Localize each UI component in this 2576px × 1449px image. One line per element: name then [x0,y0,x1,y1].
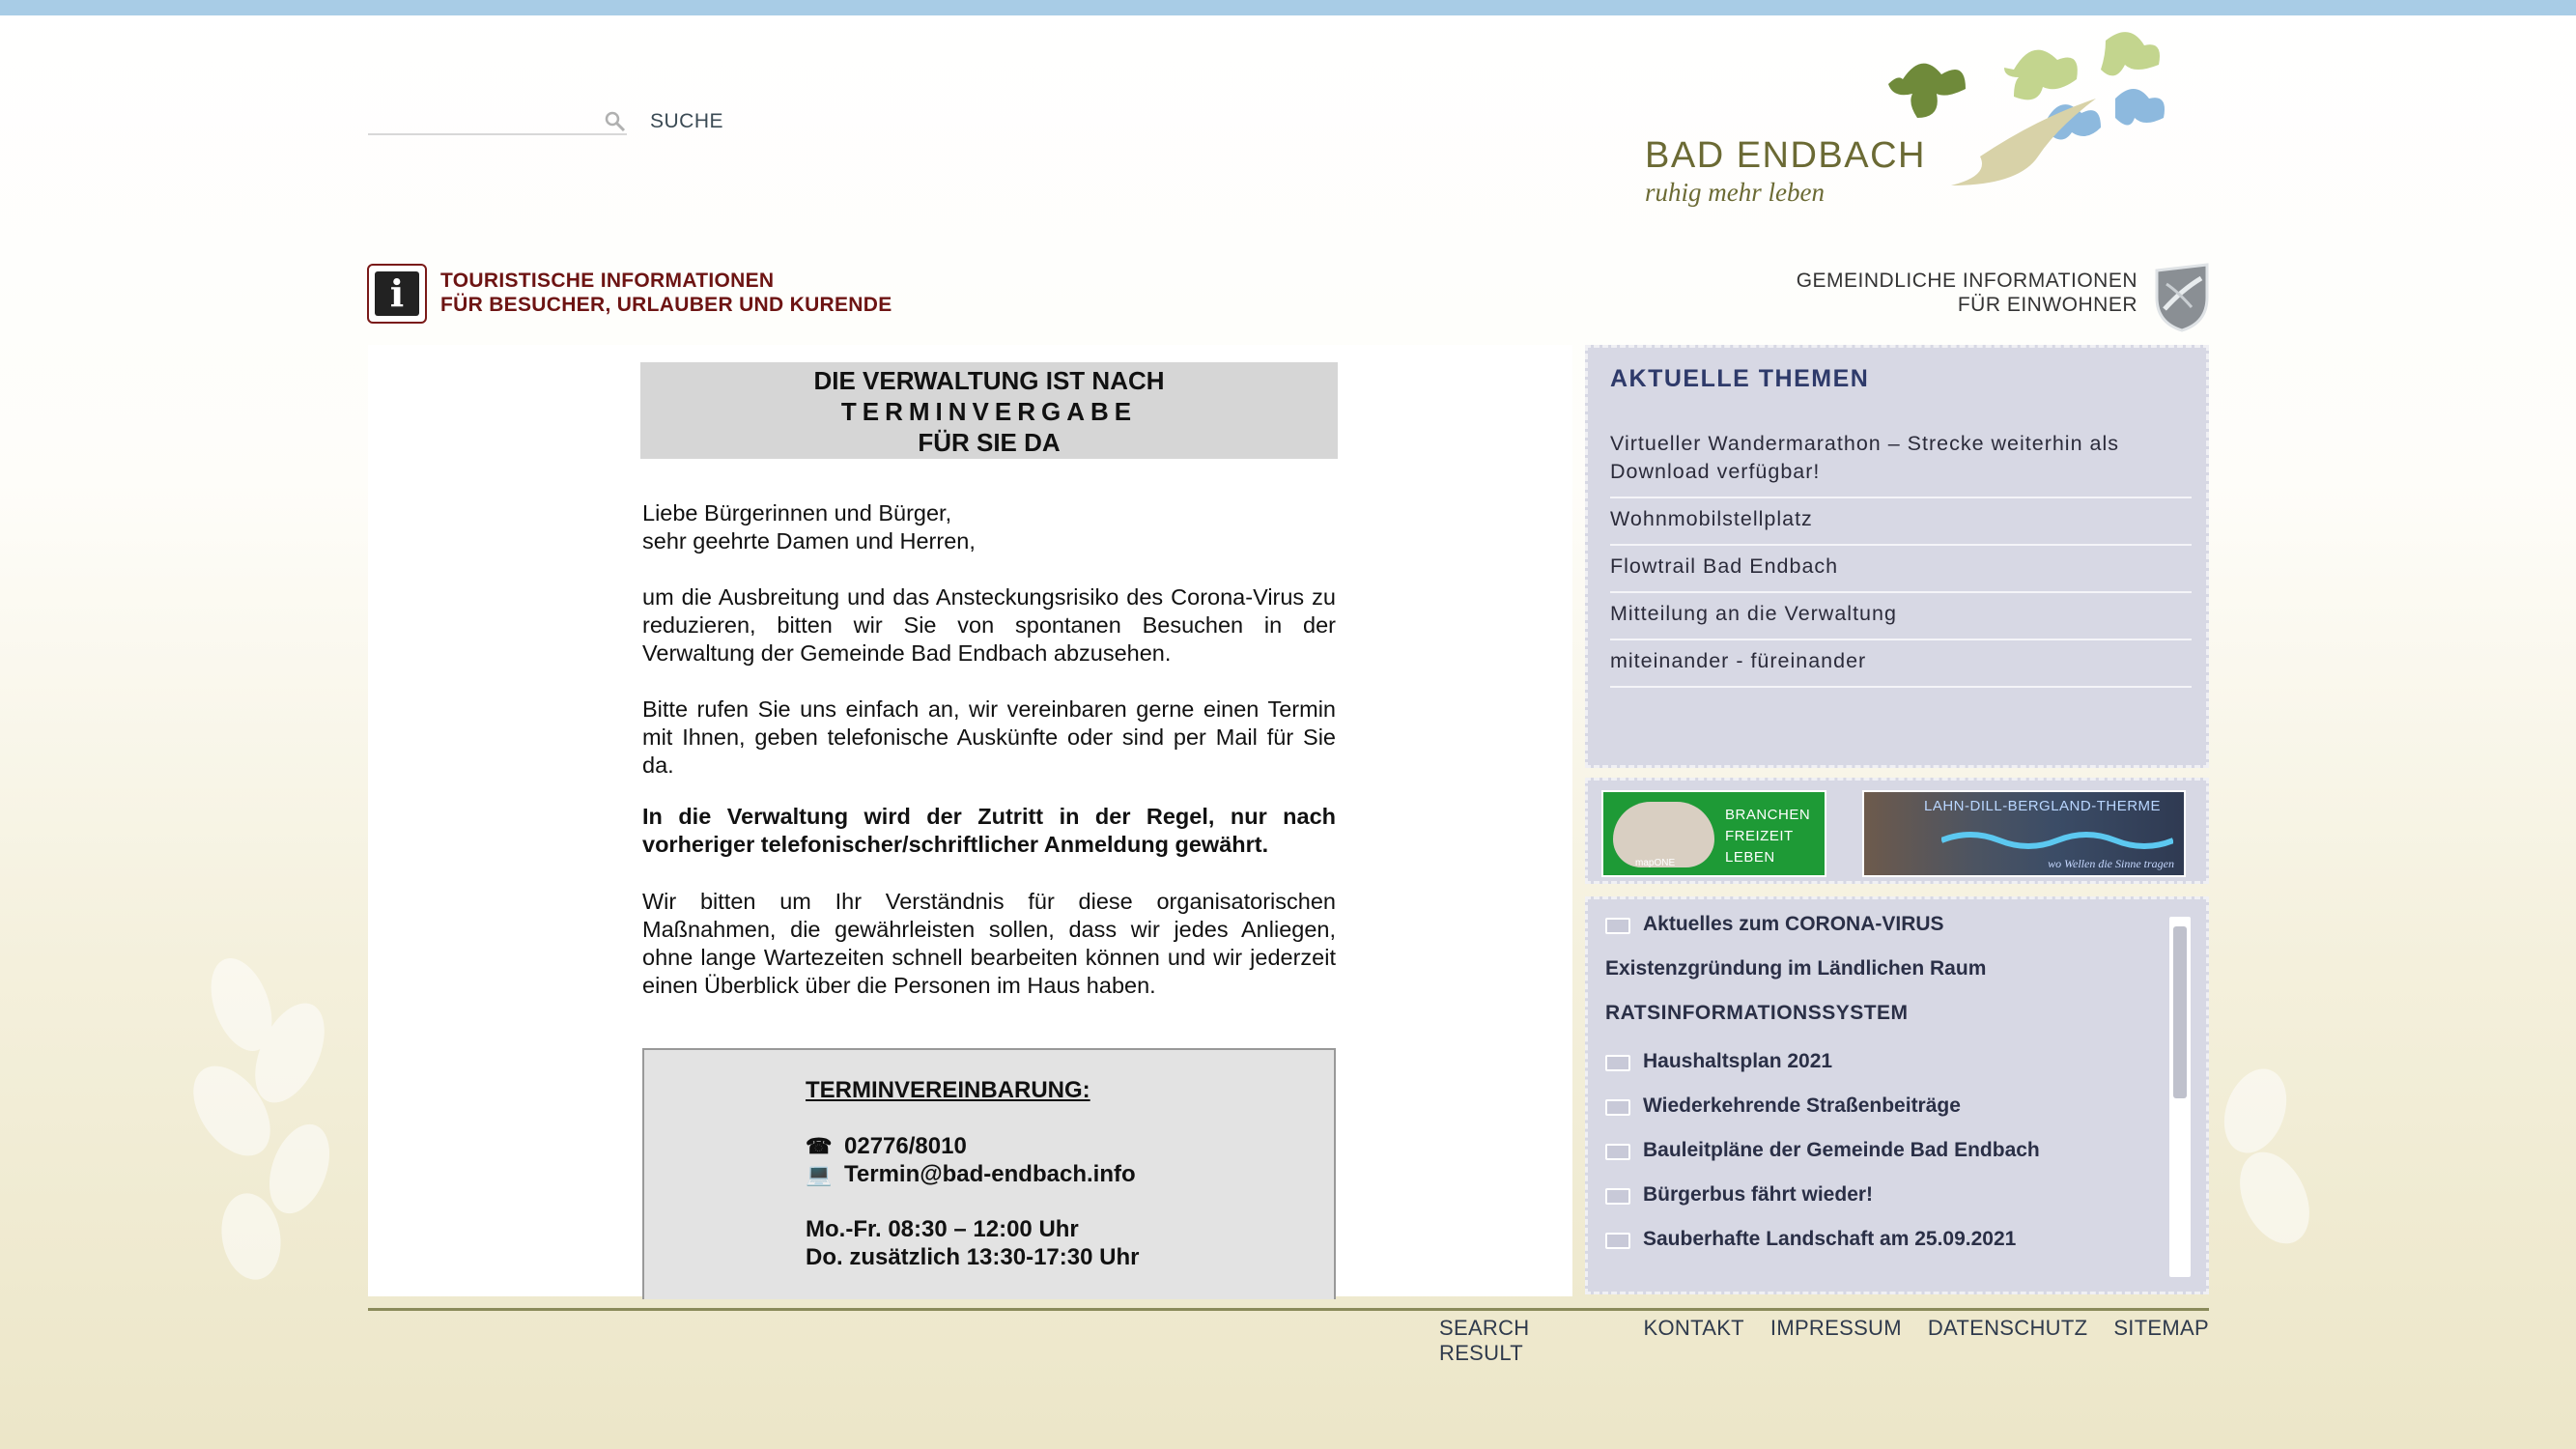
topic-link[interactable]: Wohnmobilstellplatz [1610,498,2192,546]
news-item[interactable] [1605,955,2166,1000]
search-underline [368,133,627,135]
notice-header-line3: FÜR SIE DA [918,428,1061,457]
news-item-label: Haushaltsplan 2021 [1643,1050,1833,1072]
news-item[interactable] [1605,1226,2166,1270]
document-icon [1605,1144,1630,1160]
footer-nav [1439,1316,2209,1366]
news-item-label: Existenzgründung im Ländlichen Raum [1605,957,1987,980]
current-topics-title: AKTUELLE THEMEN [1610,365,1870,392]
news-item[interactable] [1605,911,2166,955]
notice-greeting-1: Liebe Bürgerinnen und Bürger, [642,500,952,526]
community-info-line1: GEMEINDLICHE INFORMATIONEN [1796,270,2137,292]
notice-paragraph-2: Bitte rufen Sie uns einfach an, wir vereinbaren gerne einen Termin mit Ihnen, geben telefonische Auskünfte oder sind per Mail für Sie da. [642,696,1336,778]
news-item-label: Sauberhafte Landschaft am 25.09.2021 [1643,1228,2017,1250]
news-item[interactable] [1605,1137,2166,1181]
notice-paragraph-3: In die Verwaltung wird der Zutritt in der Regel, nur nach vorheriger telefonischer/schriftlicher Anmeldung gewährt. [642,804,1336,857]
email-address: Termin@bad-endbach.info [844,1161,1136,1187]
link-icon [1605,918,1630,934]
notice-greeting-2: sehr geehrte Damen und Herren, [642,528,976,554]
footer-link-datenschutz[interactable]: DATENSCHUTZ [1927,1316,2088,1340]
therme-banner-slogan: wo Wellen die Sinne tragen [2048,857,2174,870]
phone-number: 02776/8010 [844,1133,967,1159]
therme-banner-title: LAHN-DILL-BERGLAND-THERME [1924,798,2162,814]
current-topics-list [1610,430,2192,688]
decorative-leaves-left [174,947,367,1314]
appointment-phone [806,1133,967,1160]
banner-line-2: FREIZEIT [1725,828,1794,844]
banner-line-3: LEBEN [1725,849,1775,866]
news-box [1585,896,2209,1294]
computer-icon: 💻 [806,1162,833,1186]
news-item-label: RATSINFORMATIONSSYSTEM [1605,1002,1909,1024]
notice-document [640,362,1338,1299]
notice-header [640,362,1338,459]
tourist-info-line1: TOURISTISCHE INFORMATIONEN [440,270,775,292]
topic-link[interactable]: Flowtrail Bad Endbach [1610,546,2192,593]
news-item-label: Wiederkehrende Straßenbeiträge [1643,1094,1961,1117]
link-icon [1605,1055,1630,1071]
banner-brand: mapONE [1635,858,1676,868]
news-scrollbar-thumb[interactable] [2173,926,2187,1098]
news-item[interactable] [1605,1000,2166,1048]
news-item-label: Bauleitpläne der Gemeinde Bad Endbach [1643,1139,2040,1161]
search-button[interactable]: SUCHE [650,110,724,132]
top-accent-bar [0,0,2576,15]
tourist-info-line2: FÜR BESUCHER, URLAUBER UND KURENDE [440,294,892,316]
footer-link-search-result[interactable]: SEARCH RESULT [1439,1316,1530,1365]
community-info-line2: FÜR EINWOHNER [1957,294,2137,316]
topic-link[interactable]: Mitteilung an die Verwaltung [1610,593,2192,640]
branchen-banner[interactable] [1601,790,1826,877]
notice-header-line2: TERMINVERGABE [840,397,1138,426]
footer-link-impressum[interactable]: IMPRESSUM [1769,1316,1902,1340]
footer-divider [368,1308,2209,1311]
current-topics-box [1585,345,2209,768]
appointment-email [806,1161,1136,1188]
tourist-info-link[interactable] [440,269,892,317]
news-item[interactable] [1605,1048,2166,1093]
news-item[interactable] [1605,1181,2166,1226]
notice-paragraph-4: Wir bitten um Ihr Verständnis für diese organisatorischen Maßnahmen, die gewährleisten sollen, dass wir jedes Anliegen, ohne lange Wartezeiten schnell bearbeiten können und wir jederzeit einen Überblick über die Personen im Haus haben. [642,889,1336,998]
ads-box [1585,778,2209,884]
footer-link-kontakt[interactable]: KONTAKT [1643,1316,1744,1340]
topic-link[interactable]: miteinander - füreinander [1610,640,2192,688]
hours-line-1: Mo.-Fr. 08:30 – 12:00 Uhr [806,1216,1079,1242]
news-icon [1605,1233,1630,1249]
search-input[interactable] [368,104,600,131]
coat-of-arms-icon[interactable] [2153,263,2211,332]
document-icon [1605,1099,1630,1116]
news-item-label: Bürgerbus fährt wieder! [1643,1183,1874,1206]
phone-icon: ☎ [806,1134,833,1158]
footer-link-sitemap[interactable]: SITEMAP [2113,1316,2209,1340]
appointment-box [642,1048,1336,1299]
news-icon [1605,1188,1630,1205]
notice-header-line1: DIE VERWALTUNG IST NACH [813,366,1165,395]
therme-banner[interactable] [1862,790,2186,877]
info-icon[interactable]: i [367,264,427,324]
topic-link[interactable]: Virtueller Wandermarathon – Strecke weiterhin als Download verfügbar! [1610,430,2192,498]
hours-line-2: Do. zusätzlich 13:30-17:30 Uhr [806,1244,1140,1270]
news-item-label: Aktuelles zum CORONA-VIRUS [1643,913,1944,935]
wave-graphic [1941,829,2173,852]
decorative-leaves-right [2217,1063,2333,1314]
logo-title[interactable]: BAD ENDBACH [1645,135,1926,176]
news-item[interactable] [1605,1093,2166,1137]
banner-line-1: BRANCHEN [1725,807,1811,823]
community-info-link[interactable] [1681,269,2137,317]
search-icon[interactable] [604,110,627,133]
branchen-banner-text [1725,805,1810,868]
news-list [1605,911,2166,1270]
appointment-title: TERMINVEREINBARUNG: [806,1077,1090,1103]
logo-subtitle: ruhig mehr leben [1645,178,1825,207]
notice-paragraph-1: um die Ausbreitung und das Ansteckungsrisiko des Corona-Virus zu reduzieren, bitten wir Sie von spontanen Besuchen in der Verwaltung der Gemeinde Bad Endbach abzusehen. [642,584,1336,666]
